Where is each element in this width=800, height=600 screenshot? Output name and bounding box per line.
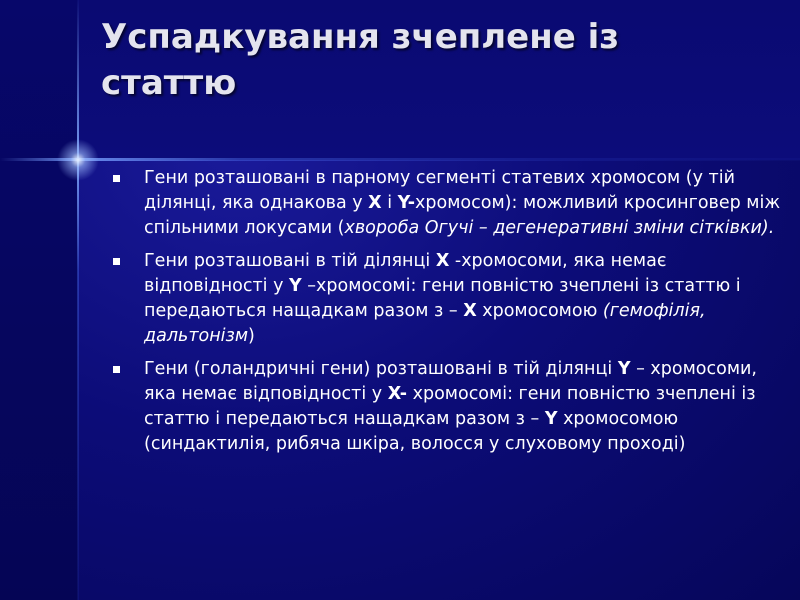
bullet-item bbox=[110, 166, 782, 241]
bullet-bold-text: Y bbox=[544, 409, 558, 429]
bullet-text: Гени розташовані в парному сегменті статевих хромосом (у тій ділянці, яка однакова у bbox=[144, 168, 735, 213]
bullet-bold-text: Y bbox=[289, 276, 302, 296]
bullet-bold-text: X- bbox=[387, 384, 408, 404]
bullet-bold-text: Y bbox=[617, 359, 631, 379]
bullet-text: Гени (голандричні гени) розташовані в тій ділянці bbox=[144, 359, 618, 379]
bullet-text: ) bbox=[248, 326, 255, 346]
left-band bbox=[0, 0, 78, 600]
bullet-bold-text: X bbox=[463, 301, 477, 321]
slide-title: Успадкування зчеплене із статтю bbox=[101, 17, 620, 103]
light-flare-horizontal bbox=[0, 158, 800, 161]
bullet-list bbox=[110, 166, 782, 465]
bullet-text: хромосомі: гени повністю зчеплені із статтю і передаються нащадкам разом з – bbox=[144, 384, 756, 429]
bullet-text: хромосом): можливий кросинговер між спільними локусами ( bbox=[144, 193, 781, 238]
square-bullet-icon bbox=[113, 258, 120, 265]
bullet-text: хромосомою bbox=[476, 301, 603, 321]
light-flare-glow bbox=[57, 139, 99, 181]
square-bullet-icon bbox=[113, 175, 120, 182]
light-flare-vertical bbox=[77, 0, 79, 600]
bullet-text: і bbox=[381, 193, 398, 213]
bullet-italic-text: хвороба Огучі – дегенеративні зміни сітківки). bbox=[344, 218, 775, 238]
bullet-text: Гени розташовані в тій ділянці bbox=[144, 251, 436, 271]
bullet-item bbox=[110, 357, 782, 457]
bullet-text: хромосомою (синдактилія, рибяча шкіра, волосся у слуховому проході) bbox=[144, 409, 686, 454]
bullet-text: -хромосоми, яка немає відповідності у bbox=[144, 251, 667, 296]
bullet-bold-text: X bbox=[435, 251, 450, 271]
bullet-text: – хромосоми, яка немає відповідності у bbox=[144, 359, 757, 404]
bullet-text: –хромосомі: гени повністю зчеплені із статтю і передаються нащадкам разом з – bbox=[144, 276, 741, 321]
square-bullet-icon bbox=[113, 366, 120, 373]
bullet-bold-text: X bbox=[368, 193, 382, 213]
bullet-italic-text: (гемофілія, дальтонізм bbox=[144, 301, 706, 346]
bullet-item bbox=[110, 249, 782, 349]
bullet-bold-text: Y- bbox=[397, 193, 416, 213]
